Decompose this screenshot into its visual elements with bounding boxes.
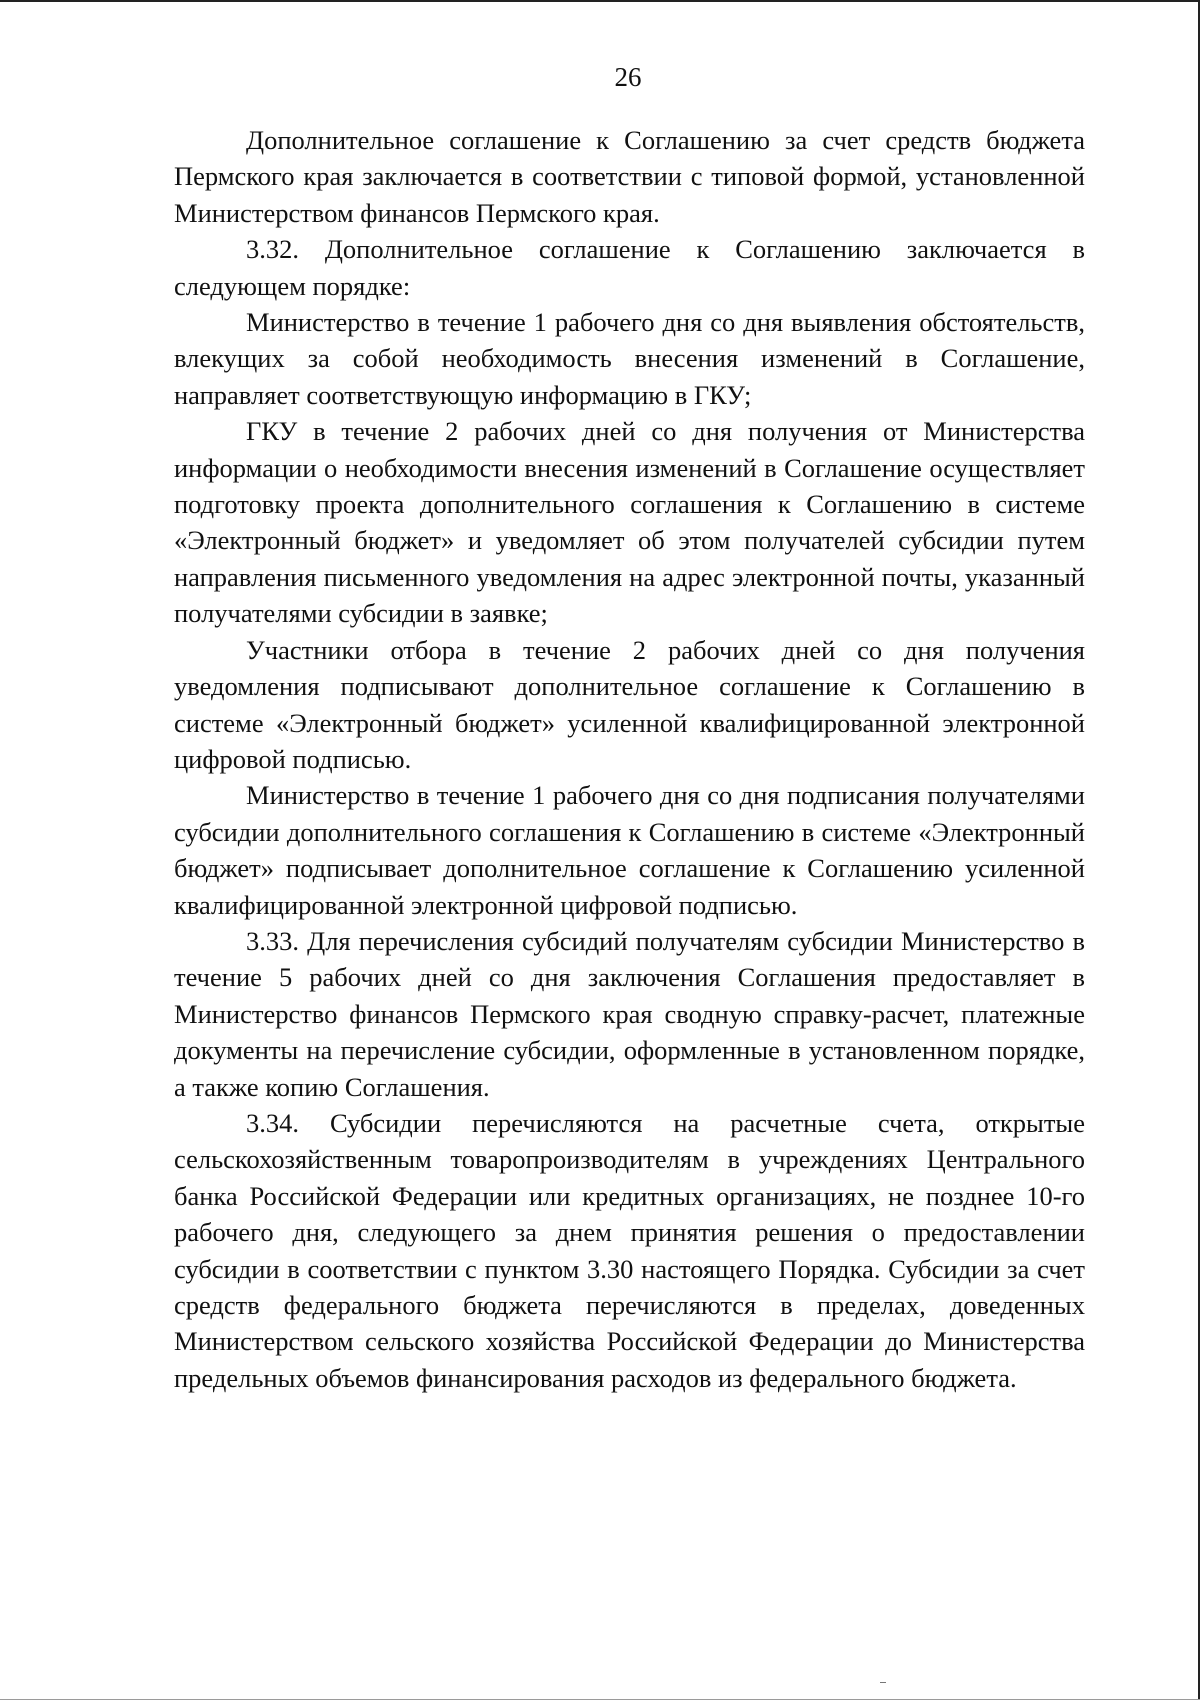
document-body xyxy=(174,122,1085,1396)
paragraph-additional-agreement-budget: Дополнительное соглашение к Соглашению за счет средств бюджета Пермского края заключается в соответствии с типовой формой, установленной Министерством финансов Пермского края. xyxy=(174,125,1085,228)
scan-border-top xyxy=(0,0,1200,2)
paragraph-gku-2-days: ГКУ в течение 2 рабочих дней со дня получения от Министерства информации о необходимости внесения изменений в Соглашение осуществляет подготовку проекта дополнительного соглашения к Соглашению в системе «Электронный бюджет» и уведомляет об этом получателей субсидии путем направления письменного уведомления на адрес электронной почты, указанный получателями субсидии в заявке; xyxy=(174,416,1085,629)
paragraph-participants-sign: Участники отбора в течение 2 рабочих дней со дня получения уведомления подписывают дополнительное соглашение к Соглашению в системе «Электронный бюджет» усиленной квалифицированной электронной цифровой подписью. xyxy=(174,634,1085,774)
paragraph-3-34: 3.34. Субсидии перечисляются на расчетные счета, открытые сельскохозяйственным товаропроизводителям в учреждениях Центрального банка Российской Федерации или кредитных организациях, не позднее 10-го рабочего дня, следующего за днем принятия решения о предоставлении субсидии в соответствии с пунктом 3.30 настоящего Порядка. Субсидии за счет средств федерального бюджета перечисляются в пределах, доведенных Министерством сельского хозяйства Российской Федерации до Министерства предельных объемов финансирования расходов из федерального бюджета. xyxy=(174,1107,1085,1393)
page-number: 26 xyxy=(614,62,642,92)
scan-speck xyxy=(880,1682,886,1683)
paragraph-ministry-1-day: Министерство в течение 1 рабочего дня со дня выявления обстоятельств, влекущих за собой необходимость внесения изменений в Соглашение, направляет соответствующую информацию в ГКУ; xyxy=(174,307,1085,410)
paragraph-ministry-signs: Министерство в течение 1 рабочего дня со дня подписания получателями субсидии дополнительного соглашения к Соглашению в системе «Электронный бюджет» подписывает дополнительное соглашение к Соглашению усиленной квалифицированной электронной цифровой подписью. xyxy=(174,780,1085,920)
paragraph-3-32: 3.32. Дополнительное соглашение к Соглашению заключается в следующем порядке: xyxy=(174,234,1085,301)
paragraph-3-33: 3.33. Для перечисления субсидий получателям субсидии Министерство в течение 5 рабочих дней со дня заключения Соглашения предоставляет в Министерство финансов Пермского края сводную справку-расчет, платежные документы на перечисление субсидии, оформленные в установленном порядке, а также копию Соглашения. xyxy=(174,925,1085,1102)
